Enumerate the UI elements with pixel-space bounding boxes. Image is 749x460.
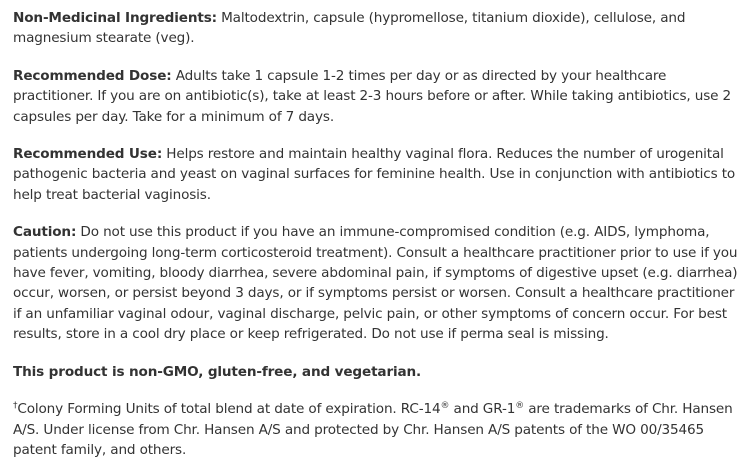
non-medicinal-ingredients-label: Non-Medicinal Ingredients:	[13, 10, 217, 26]
registered-mark: ®	[515, 401, 525, 412]
footnote-text-part2: and GR-1	[449, 401, 516, 418]
footnote-text-part3: are trademarks of Chr. Hansen A/S. Under license from Chr. Hansen A/S and protected by Chr. Hansen A/S patents of the WO 00/35465 patent family, and others.	[13, 401, 733, 458]
recommended-dose	[13, 66, 743, 127]
recommended-use-label: Recommended Use:	[13, 146, 163, 163]
footnote-dagger: †	[13, 401, 18, 412]
registered-mark: ®	[440, 401, 450, 412]
non-medicinal-ingredients-text: Maltodextrin, capsule (hypromellose, titanium dioxide), cellulose, and magnesium stearate (veg).	[13, 10, 686, 47]
footnote-text-part1: Colony Forming Units of total blend at date of expiration. RC-14	[17, 401, 441, 418]
recommended-use	[13, 144, 743, 205]
non-medicinal-ingredients	[13, 8, 743, 49]
recommended-dose-text: Adults take 1 capsule 1-2 times per day or as directed by your healthcare practitioner. If you are on antibiotic(s), take at least 2-3 hours before or after. While taking antibiotics, use 2 capsules per day. Take for a minimum of 7 days.	[13, 67, 732, 125]
footnote	[13, 399, 743, 460]
product-note: This product is non-GMO, gluten-free, and vegetarian.	[13, 363, 422, 380]
recommended-dose-label: Recommended Dose:	[13, 67, 172, 84]
recommended-use-text: Helps restore and maintain healthy vaginal flora. Reduces the number of urogenital pathogenic bacteria and yeast on vaginal surfaces for feminine health. Use in conjunction with antibiotics to help treat bacterial vaginosis.	[13, 146, 736, 203]
caution-label: Caution:	[13, 224, 77, 241]
caution	[13, 222, 743, 344]
caution-text: Do not use this product if you have an immune-compromised condition (e.g. AIDS, lymphoma, patients undergoing long-term corticosteroid treatment). Consult a healthcare practitioner prior to use if you have fever, vomiting, bloody diarrhea, severe abdominal pain, if symptoms of digestive upset (e.g. diarrhea) occur, worsen, or persist beyond 3 days, or if symptoms persist or worsen. Consult a healthcare practitioner if an unfamiliar vaginal odour, vaginal discharge, pelvic pain, or other symptoms of concern occur. For best results, store in a cool dry place or keep refrigerated. Do not use if perma seal is missing.	[13, 224, 738, 343]
